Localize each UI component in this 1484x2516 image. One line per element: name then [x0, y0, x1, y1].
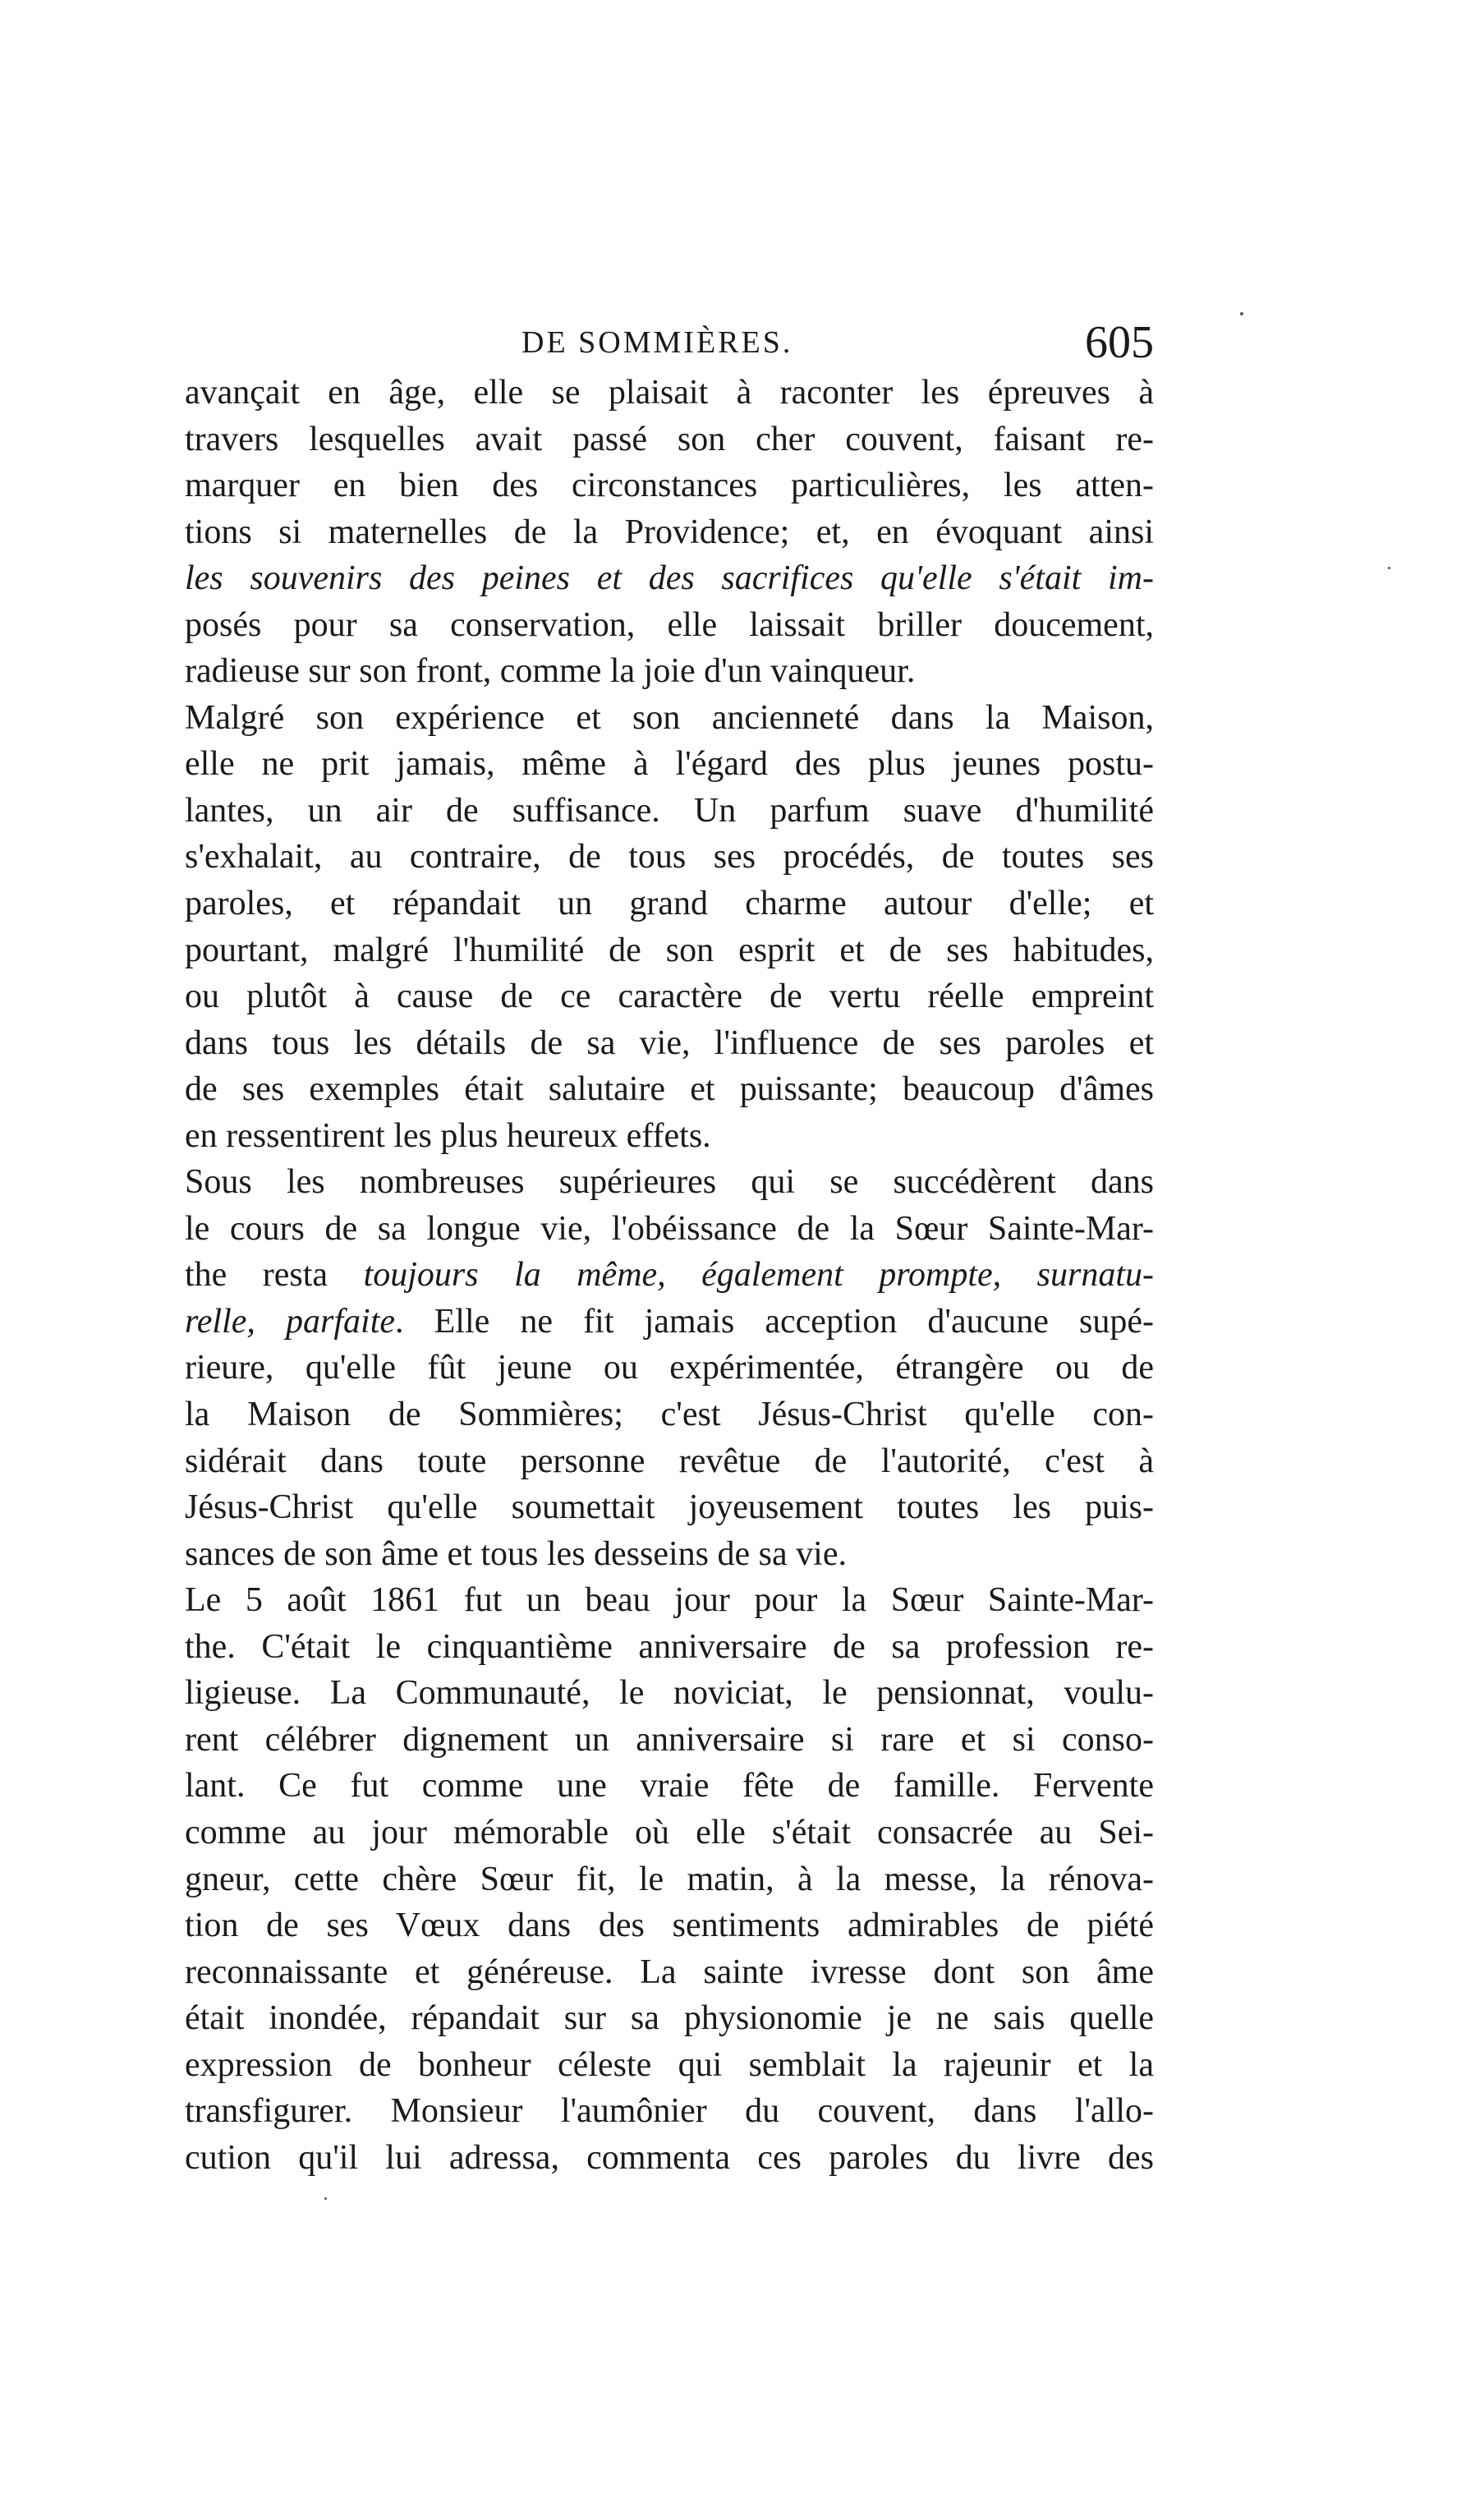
text-segment: Jésus-Christ qu'elle soumettait joyeusement toutes les puis- [185, 1488, 1154, 1527]
text-line [185, 2042, 1154, 2089]
text-segment: expression de bonheur céleste qui semblait la rajeunir et la [185, 2045, 1154, 2084]
text-segment: avançait en âge, elle se plaisait à raconter les épreuves à [185, 374, 1154, 412]
text-segment: tion de ses Vœux dans des sentiments admirables de piété [185, 1907, 1154, 1945]
page-number: 605 [1085, 317, 1154, 368]
text-line [185, 602, 1154, 649]
text-line [185, 1531, 1154, 1578]
speck [324, 2197, 327, 2200]
text-segment: Malgré son expérience et son ancienneté dans la Maison, [185, 698, 1154, 737]
text-segment: radieuse sur son front, comme la joie d'un vainqueur. [185, 652, 916, 691]
text-segment: sidérait dans toute personne revêtue de l'autorité, c'est à [185, 1442, 1154, 1480]
text-segment: travers lesquelles avait passé son cher couvent, faisant re- [185, 420, 1154, 458]
text-line [185, 1066, 1154, 1113]
text-line [185, 1345, 1154, 1391]
text-line [185, 1902, 1154, 1949]
text-segment: elle ne prit jamais, même à l'égard des plus jeunes postu- [185, 745, 1154, 784]
text-line [185, 788, 1154, 835]
text-segment: rent célébrer dignement un anniversaire si rare et si conso- [185, 1720, 1154, 1759]
text-segment: sances de son âme et tous les desseins de sa vie. [185, 1534, 847, 1573]
text-segment: . Elle ne fit jamais acception d'aucune supé- [395, 1302, 1154, 1341]
page-header [185, 316, 1154, 374]
text-segment: la Maison de Sommières; c'est Jésus-Christ qu'elle con- [185, 1396, 1154, 1434]
text-line [185, 1391, 1154, 1438]
text-line [185, 1020, 1154, 1067]
italic-text: les souvenirs des peines et des sacrifices qu'elle s'était im- [185, 559, 1154, 598]
text-line [185, 1856, 1154, 1903]
text-segment: cution qu'il lui adressa, commenta ces paroles du livre des [185, 2138, 1154, 2177]
text-line [185, 927, 1154, 974]
text-line [185, 881, 1154, 927]
text-segment: était inondée, répandait sur sa physionomie je ne sais quelle [185, 1999, 1154, 2038]
text-segment: the. C'était le cinquantième anniversaire de sa profession re- [185, 1627, 1154, 1666]
text-segment: ligieuse. La Communauté, le noviciat, le pensionnat, voulu- [185, 1674, 1154, 1713]
text-line [185, 2135, 1154, 2182]
text-line [185, 462, 1154, 509]
text-line [185, 1159, 1154, 1206]
text-line [185, 1438, 1154, 1485]
text-line [185, 834, 1154, 881]
text-segment: Sous les nombreuses supérieures qui se succédèrent dans [185, 1163, 1154, 1202]
text-segment: de ses exemples était salutaire et puissante; beaucoup d'âmes [185, 1070, 1154, 1109]
text-segment: dans tous les détails de sa vie, l'influence de ses paroles et [185, 1023, 1154, 1062]
text-segment: transfigurer. Monsieur l'aumônier du couvent, dans l'allo- [185, 2092, 1154, 2131]
text-line [185, 1670, 1154, 1717]
text-line [185, 2088, 1154, 2135]
text-line [185, 370, 1154, 416]
text-line [185, 416, 1154, 463]
text-segment: lant. Ce fut comme une vraie fête de famille. Fervente [185, 1767, 1154, 1805]
text-segment: s'exhalait, au contraire, de tous ses procédés, de toutes ses [185, 838, 1154, 876]
text-line [185, 1624, 1154, 1671]
text-line [185, 695, 1154, 742]
text-segment: paroles, et répandait un grand charme autour d'elle; et [185, 885, 1154, 923]
text-segment: rieure, qu'elle fût jeune ou expérimentée, étrangère ou de [185, 1349, 1154, 1387]
text-segment: le cours de sa longue vie, l'obéissance de la Sœur Sainte-Mar- [185, 1209, 1154, 1248]
text-segment: en ressentirent les plus heureux effets. [185, 1116, 711, 1155]
running-head: DE SOMMIÈRES. [521, 325, 793, 360]
text-segment: ou plutôt à cause de ce caractère de vertu réelle empreint [185, 977, 1154, 1016]
text-segment: gneur, cette chère Sœur fit, le matin, à la messe, la rénova- [185, 1860, 1154, 1898]
text-line [185, 1113, 1154, 1160]
text-segment: marquer en bien des circonstances particulières, les atten- [185, 467, 1154, 505]
text-line [185, 741, 1154, 788]
text-line [185, 1252, 1154, 1299]
text-line [185, 1577, 1154, 1624]
text-line [185, 1717, 1154, 1764]
text-line [185, 1949, 1154, 1996]
text-segment: Le 5 août 1861 fut un beau jour pour la Sœur Sainte-Mar- [185, 1581, 1154, 1620]
text-line [185, 1763, 1154, 1810]
text-segment: tions si maternelles de la Providence; et, en évoquant ainsi [185, 513, 1154, 551]
text-line [185, 973, 1154, 1020]
text-line [185, 1206, 1154, 1253]
text-segment: the resta [185, 1256, 364, 1295]
text-line [185, 509, 1154, 556]
body-text [185, 370, 1154, 2181]
text-line [185, 1810, 1154, 1856]
speck [1240, 312, 1243, 315]
text-segment: comme au jour mémorable où elle s'était consacrée au Sei- [185, 1813, 1154, 1851]
text-segment: lantes, un air de suffisance. Un parfum suave d'humilité [185, 791, 1154, 830]
text-line [185, 1299, 1154, 1345]
text-line [185, 648, 1154, 695]
text-segment: reconnaissante et généreuse. La sainte ivresse dont son âme [185, 1953, 1154, 1991]
text-line [185, 1484, 1154, 1531]
speck [1388, 567, 1390, 569]
italic-text: toujours la même, également prompte, surnatu- [363, 1256, 1154, 1295]
text-line [185, 1995, 1154, 2042]
text-segment: pourtant, malgré l'humilité de son esprit et de ses habitudes, [185, 931, 1154, 969]
italic-text: relle, parfaite [185, 1302, 396, 1341]
text-segment: posés pour sa conservation, elle laissait briller doucement, [185, 605, 1154, 644]
text-line [185, 555, 1154, 602]
